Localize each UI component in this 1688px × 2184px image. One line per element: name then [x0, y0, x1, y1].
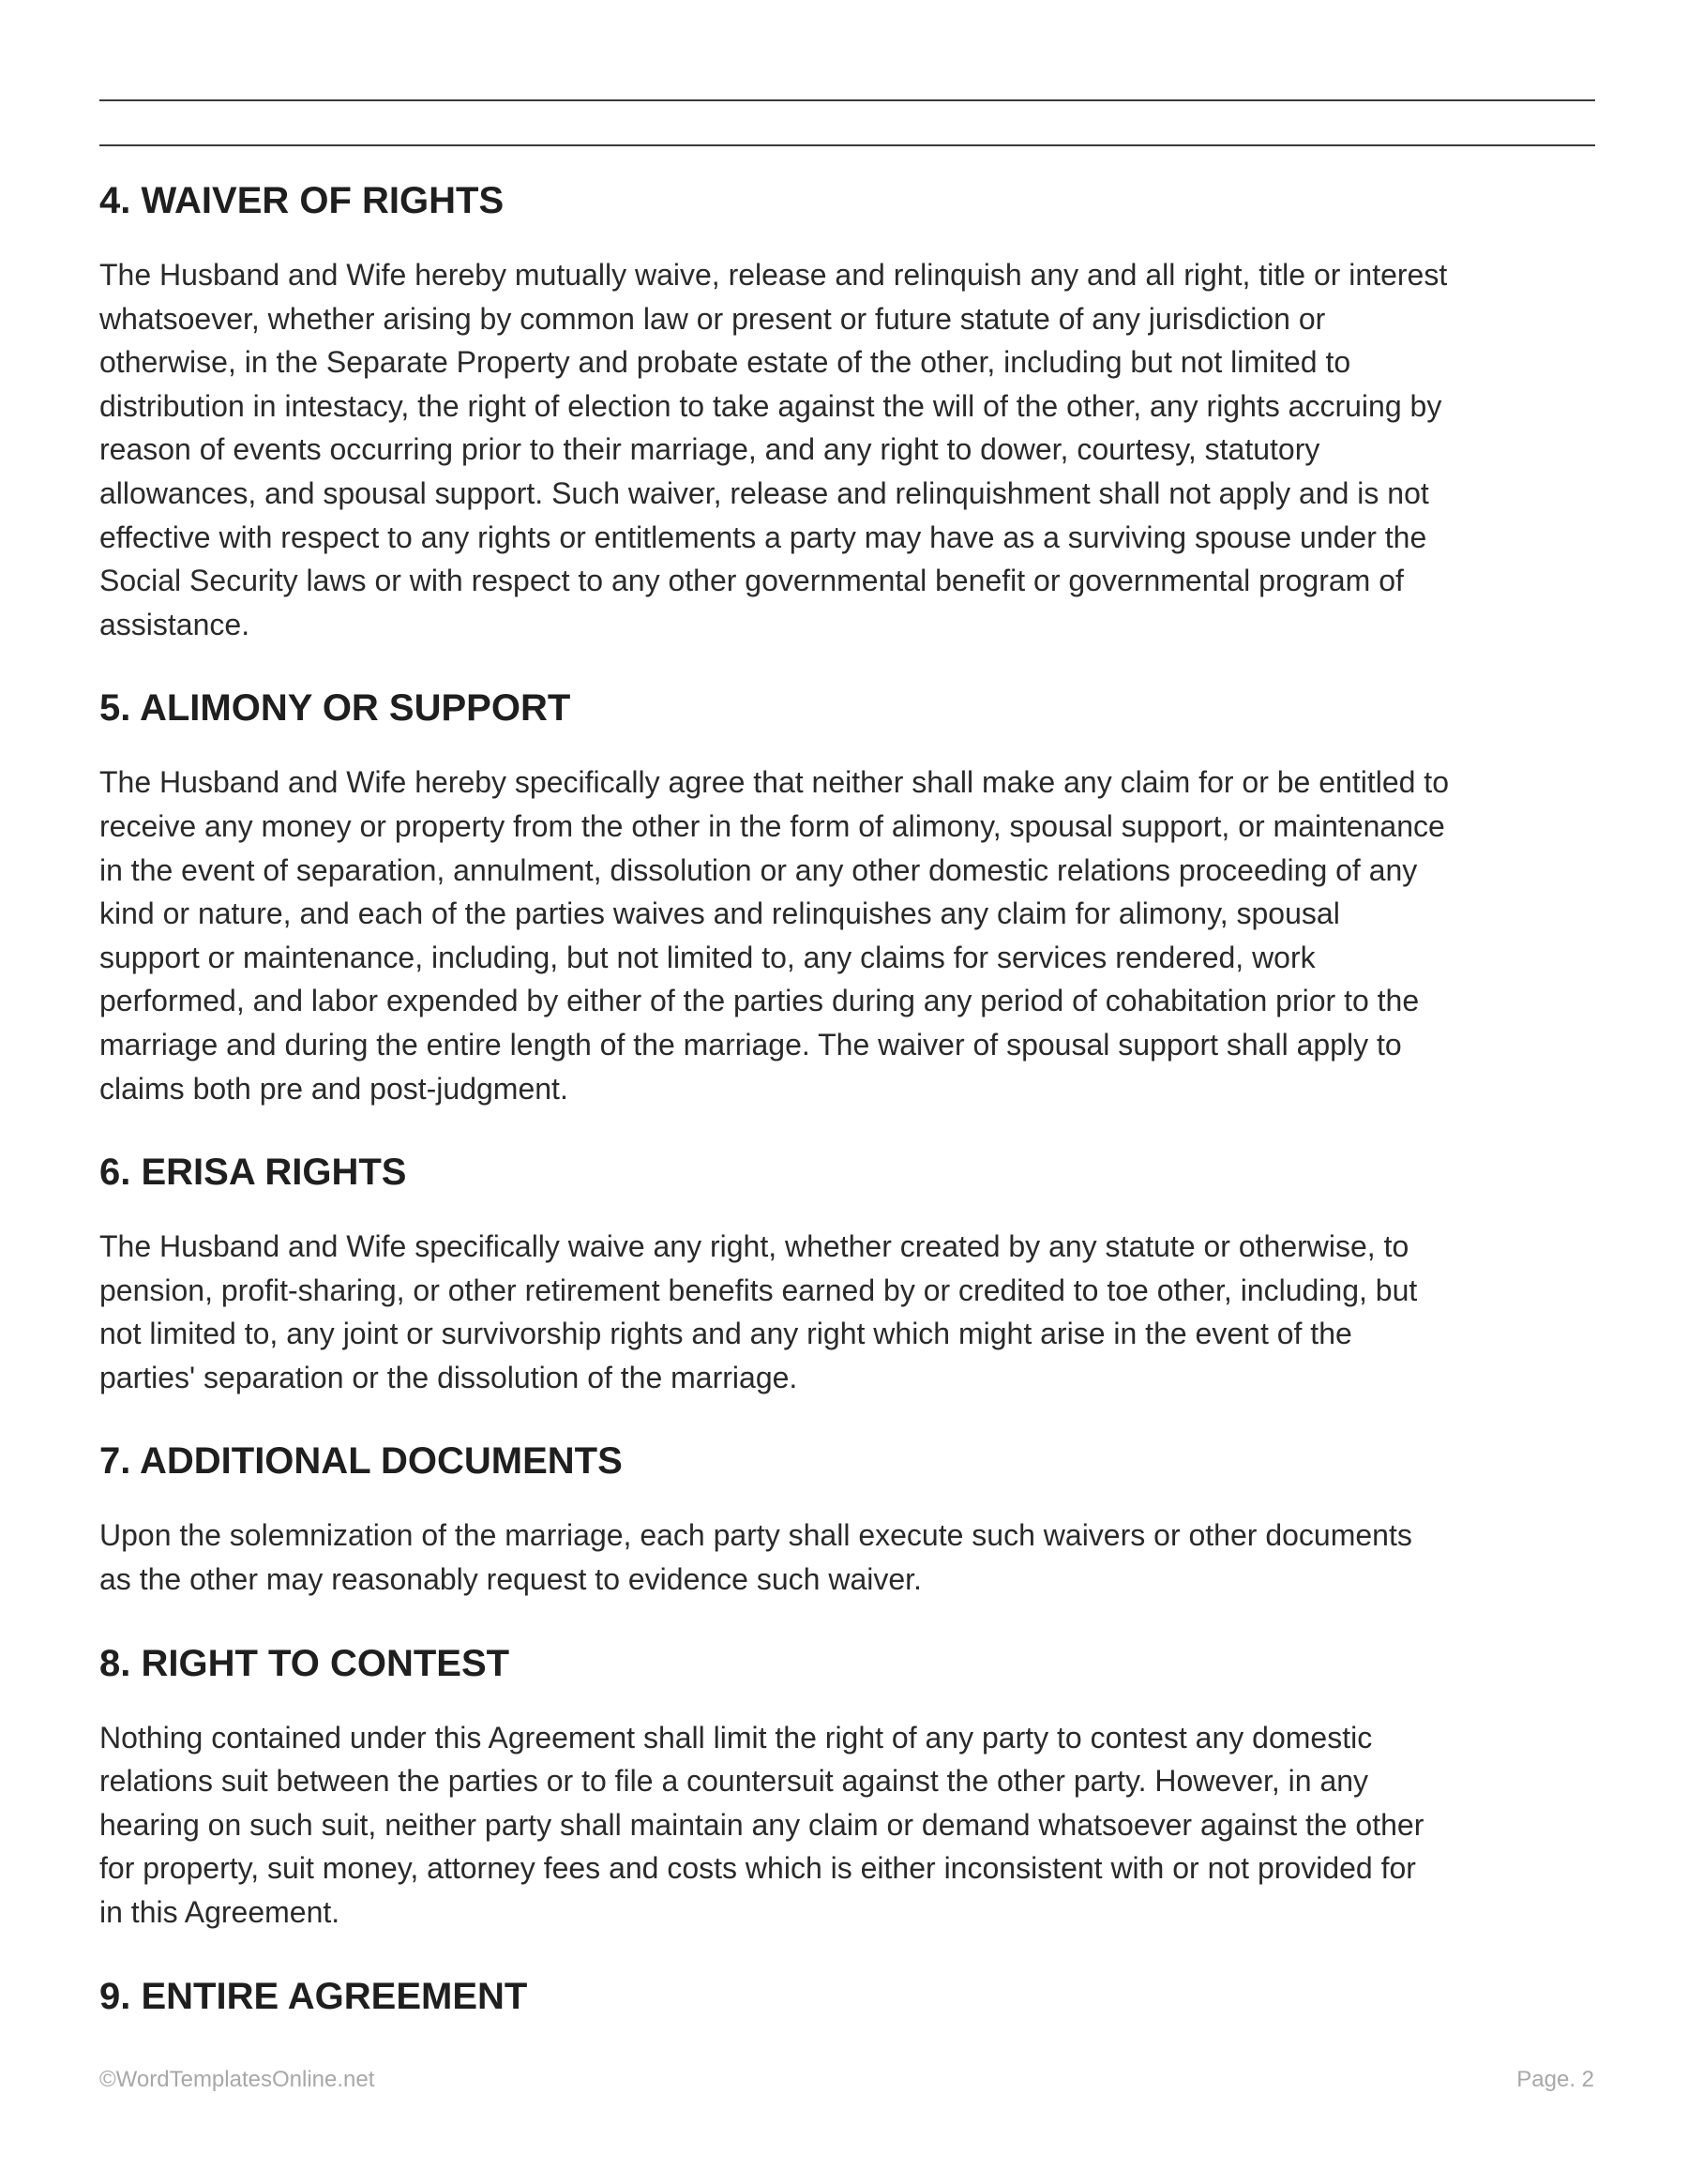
section-heading: 6. ERISA RIGHTS [99, 1152, 407, 1194]
section-paragraph: Upon the solemnization of the marriage, each party shall execute such waivers or other documents as the other may reasonably request to evidence such waiver. [99, 1518, 1412, 1597]
section-additional-documents [99, 1438, 1600, 1601]
section-right-to-contest [99, 1641, 1600, 1935]
section-heading: 8. RIGHT TO CONTEST [99, 1642, 510, 1684]
section-alimony-or-support [99, 685, 1600, 1110]
section-heading: 5. ALIMONY OR SUPPORT [99, 687, 571, 730]
section-waiver-of-rights [99, 178, 1600, 646]
section-entire-agreement [99, 1974, 1600, 2019]
section-paragraph: Nothing contained under this Agreement shall limit the right of any party to contest any domestic relations suit between the parties or to file a countersuit against the other party. However, in any hearing on such suit, neither party shall maintain any claim or demand whatsoever against the other for property, suit money, attorney fees and costs which is either inconsistent with or not provided for in this Agreement. [99, 1720, 1424, 1930]
section-paragraph: The Husband and Wife hereby mutually waive, release and relinquish any and all right, title or interest whatsoever, whether arising by common law or present or future statute of any jurisdiction or otherwise, in the Separate Property and probate estate of the other, including but not limited to distribution in intestacy, the right of election to take against the will of the other, any rights accruing by reason of events occurring prior to their marriage, and any right to dower, courtesy, statutory allowances, and spousal support. Such waiver, release and relinquishment shall not apply and is not effective with respect to any rights or entitlements a party may have as a surviving spouse under the Social Security laws or with respect to any other governmental benefit or governmental program of assistance. [99, 258, 1448, 641]
section-heading: 9. ENTIRE AGREEMENT [99, 1975, 528, 2017]
section-paragraph: The Husband and Wife hereby specifically agree that neither shall make any claim for or be entitled to receive any money or property from the other in the form of alimony, spousal support, or maintenance in the event of separation, annulment, dissolution or any other domestic relations proceeding of any kind or nature, and each of the parties waives and relinquishes any claim for alimony, spousal support or maintenance, including, but not limited to, any claims for services rendered, work performed, and labor expended by either of the parties during any period of cohabitation prior to the marriage and during the entire length of the marriage. The waiver of spousal support shall apply to claims both pre and post-judgment. [99, 765, 1449, 1106]
header-rule-top [99, 99, 1595, 101]
section-paragraph: The Husband and Wife specifically waive any right, whether created by any statute or otherwise, to pension, profit-sharing, or other retirement benefits earned by or credited to toe other, including, but not limited to, any joint or survivorship rights and any right which might arise in the event of the parties' separation or the dissolution of the marriage. [99, 1229, 1418, 1394]
footer-page-number: Page. 2 [1516, 2067, 1594, 2092]
footer-copyright: ©WordTemplatesOnline.net [99, 2067, 375, 2092]
document-body [99, 178, 1600, 2049]
section-heading: 4. WAIVER OF RIGHTS [99, 180, 505, 221]
section-heading: 7. ADDITIONAL DOCUMENTS [99, 1440, 623, 1483]
header-rule-bottom [99, 144, 1595, 146]
section-erisa-rights [99, 1150, 1600, 1399]
